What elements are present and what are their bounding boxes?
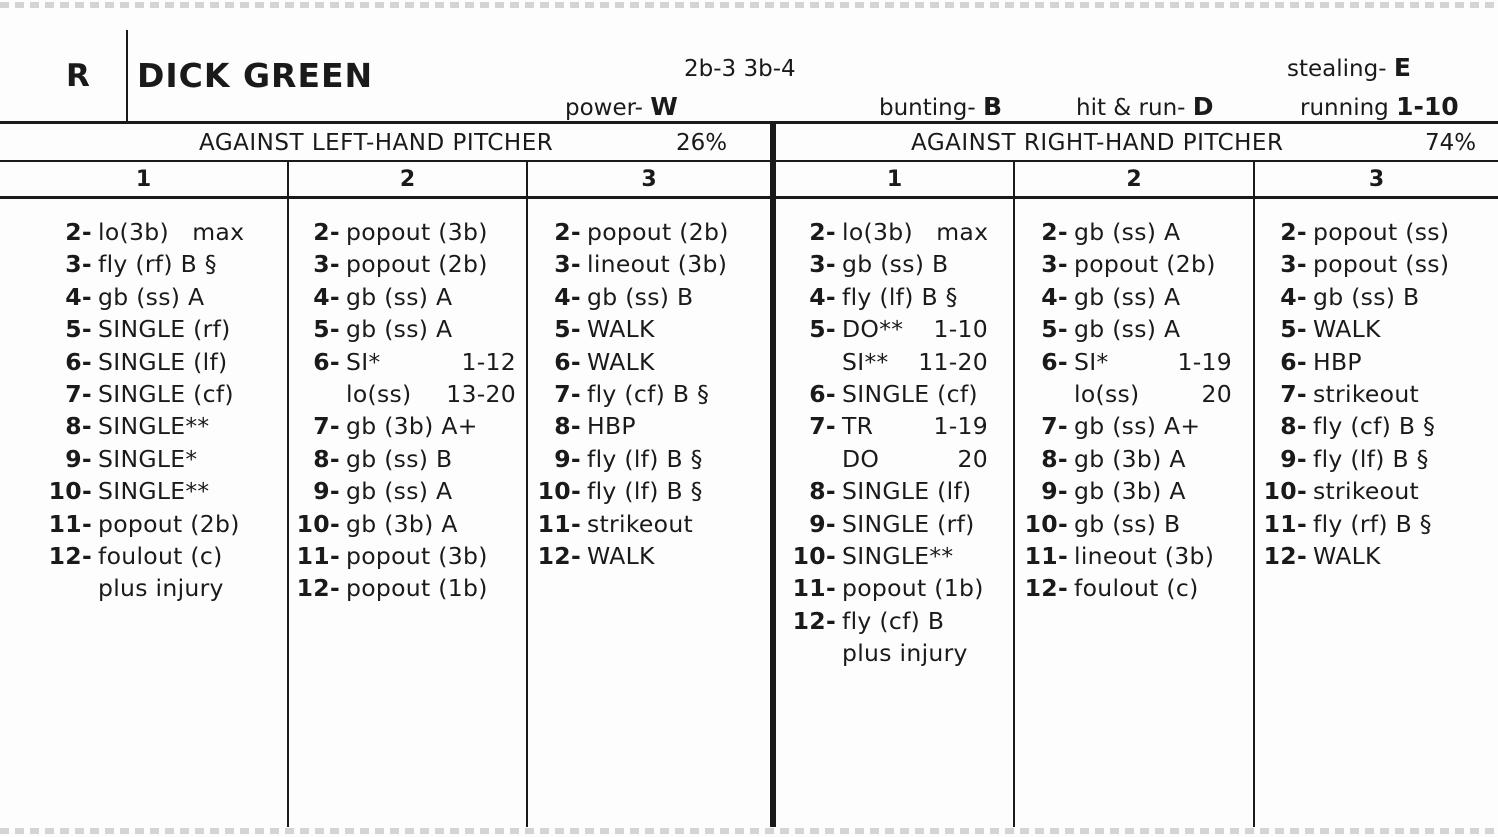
- result-text: fly (lf) B §: [1313, 444, 1429, 473]
- result-text: gb (ss) A: [98, 282, 205, 311]
- left-col-3-result-row: [537, 443, 763, 475]
- power-value: W: [650, 92, 678, 121]
- result-range: 1-12: [461, 347, 516, 376]
- left-col-1-result-row: [48, 378, 280, 410]
- perforation-bottom: [0, 828, 1498, 834]
- left-col-2-result-row: [296, 572, 522, 604]
- dice-roll-number: 10-: [792, 541, 836, 570]
- left-col-2-result-row: [296, 410, 522, 442]
- result-text: popout (1b): [346, 574, 488, 603]
- dice-roll-number: 5-: [809, 315, 836, 344]
- dice-roll-number: 7-: [809, 412, 836, 441]
- result-text: lo(3b) max: [842, 218, 989, 246]
- dice-roll-number: 12-: [48, 541, 92, 570]
- result-text: WALK: [587, 347, 655, 376]
- dice-roll-number: 6-: [65, 347, 92, 376]
- running-value: 1-10: [1396, 92, 1459, 121]
- dice-roll-number: 8-: [1280, 412, 1307, 441]
- left-section-title: AGAINST LEFT-HAND PITCHER: [199, 130, 554, 156]
- dice-roll-number: 6-: [809, 379, 836, 408]
- dice-roll-number: 12-: [537, 541, 581, 570]
- result-range: 13-20: [446, 379, 516, 408]
- left-col-3-result-row: [537, 508, 763, 540]
- result-text: SI*: [346, 347, 381, 376]
- bunting-value: B: [982, 92, 1003, 121]
- stealing-value: E: [1393, 53, 1411, 82]
- result-text: SINGLE (rf): [842, 509, 975, 538]
- fielding-positions: 2b-3 3b-4: [684, 56, 796, 82]
- rule-center-divider: [770, 122, 776, 827]
- right-col-1-result-row: [792, 378, 1004, 410]
- dice-roll-number: 10-: [296, 509, 340, 538]
- dice-roll-number: 9-: [1280, 444, 1307, 473]
- player-name: DICK GREEN: [137, 56, 374, 95]
- right-col-3-result-row: [1263, 281, 1489, 313]
- result-range: 1-19: [1177, 347, 1232, 376]
- result-text: gb (ss) A: [346, 315, 453, 344]
- result-text: WALK: [587, 315, 655, 344]
- dice-roll-number: 8-: [1041, 444, 1068, 473]
- right-col-3-results: [1263, 216, 1489, 572]
- result-text: SINGLE (rf): [98, 315, 231, 344]
- left-col-2-result-row: [296, 346, 522, 378]
- left-col-2-number: 2: [399, 167, 416, 192]
- result-text: fly (lf) B §: [842, 282, 958, 311]
- dice-roll-number: 9-: [554, 444, 581, 473]
- right-col-1-result-row: [792, 540, 1004, 572]
- result-text: gb (ss) A: [346, 282, 453, 311]
- right-section-pct: 74%: [1425, 130, 1477, 156]
- dice-roll-number: 12-: [1024, 574, 1068, 603]
- result-text: foulout (c): [98, 541, 223, 570]
- right-col-3-result-row: [1263, 443, 1489, 475]
- right-col-3-number: 3: [1368, 167, 1385, 192]
- right-col-2-result-row: [1024, 378, 1246, 410]
- dice-roll-number: 3-: [1041, 250, 1068, 279]
- result-text: WALK: [1313, 541, 1381, 570]
- dice-roll-number: 6-: [313, 347, 340, 376]
- dice-roll-number: 10-: [1024, 509, 1068, 538]
- left-col-2-result-row: [296, 313, 522, 345]
- left-col-2-results: [296, 216, 522, 605]
- dice-roll-number: 8-: [809, 477, 836, 506]
- right-col-1-results: [792, 216, 1004, 669]
- hit-run-value: D: [1192, 92, 1214, 121]
- result-text: popout (2b): [346, 250, 488, 279]
- result-text: WALK: [1313, 315, 1381, 344]
- left-col-3-result-row: [537, 216, 763, 248]
- left-col-3-result-row: [537, 346, 763, 378]
- dice-roll-number: 10-: [48, 477, 92, 506]
- right-col-2-result-row: [1024, 443, 1246, 475]
- dice-roll-number: 3-: [809, 250, 836, 279]
- dice-roll-number: 9-: [809, 509, 836, 538]
- left-col-3-number: 3: [641, 167, 657, 192]
- left-col-2-result-row: [296, 281, 522, 313]
- result-text: SINGLE (lf): [842, 477, 972, 506]
- result-text: popout (2b): [1074, 250, 1216, 279]
- dice-roll-number: 7-: [554, 379, 581, 408]
- right-col-2-number: 2: [1126, 167, 1142, 192]
- hit-run-rating: [1076, 92, 1214, 121]
- dice-roll-number: 3-: [554, 250, 581, 279]
- result-range: 11-20: [918, 347, 988, 376]
- result-text: gb (ss) B: [1313, 282, 1420, 311]
- power-label: power-: [565, 95, 643, 121]
- result-text: gb (ss) A+: [1074, 412, 1201, 441]
- right-col-2-result-row: [1024, 410, 1246, 442]
- right-col-1-result-row: [792, 637, 1004, 669]
- left-col-2-result-row: [296, 540, 522, 572]
- left-col-1-result-row: [48, 508, 280, 540]
- right-col-2-result-row: [1024, 572, 1246, 604]
- left-col-1-result-row: [48, 281, 280, 313]
- dice-roll-number: 10-: [1263, 477, 1307, 506]
- result-text: gb (ss) B: [346, 444, 453, 473]
- rule-colnum-bottom: [0, 196, 1498, 199]
- right-col-2-result-row: [1024, 281, 1246, 313]
- result-text: HBP: [587, 412, 636, 441]
- running-rating: [1300, 92, 1459, 121]
- right-col-3-result-row: [1263, 378, 1489, 410]
- result-text: popout (ss): [1313, 250, 1450, 279]
- result-range: 20: [957, 444, 988, 473]
- result-text: gb (3b) A: [1074, 444, 1186, 473]
- result-text: gb (ss) A: [346, 477, 453, 506]
- right-section-title: AGAINST RIGHT-HAND PITCHER: [911, 130, 1284, 156]
- right-col-1-result-row: [792, 248, 1004, 280]
- result-text: gb (ss) B: [1074, 509, 1181, 538]
- dice-roll-number: 3-: [1280, 250, 1307, 279]
- batting-hand: R: [66, 58, 91, 94]
- result-text: popout (1b): [842, 574, 984, 603]
- result-text: gb (ss) A: [1074, 218, 1181, 246]
- left-col-1-result-row: [48, 572, 280, 604]
- right-col-2-result-row: [1024, 540, 1246, 572]
- dice-roll-number: 6-: [1280, 347, 1307, 376]
- left-col-2-result-row: [296, 248, 522, 280]
- dice-roll-number: 9-: [65, 444, 92, 473]
- dice-roll-number: 6-: [1041, 347, 1068, 376]
- left-col-2-result-row: [296, 443, 522, 475]
- dice-roll-number: 12-: [296, 574, 340, 603]
- rule-right-col2: [1253, 161, 1255, 827]
- rule-section-bottom: [0, 160, 1498, 162]
- result-text: gb (ss) B: [587, 282, 694, 311]
- dice-roll-number: 4-: [554, 282, 581, 311]
- right-col-2-result-row: [1024, 313, 1246, 345]
- right-col-3-result-row: [1263, 475, 1489, 507]
- result-text: fly (cf) B: [842, 606, 945, 635]
- dice-roll-number: 3-: [65, 250, 92, 279]
- left-col-1-result-row: [48, 540, 280, 572]
- left-col-1-result-row: [48, 248, 280, 280]
- result-text: lineout (3b): [1074, 541, 1215, 570]
- left-col-2-result-row: [296, 378, 522, 410]
- right-col-2-result-row: [1024, 508, 1246, 540]
- result-text: DO**: [842, 315, 904, 344]
- result-text: SINGLE**: [842, 541, 954, 570]
- right-col-1-result-row: [792, 605, 1004, 637]
- right-col-1-number: 1: [886, 167, 903, 192]
- left-col-3-result-row: [537, 475, 763, 507]
- dice-roll-number: 4-: [809, 282, 836, 311]
- left-col-1-number: 1: [135, 167, 152, 192]
- rule-left-col2: [526, 161, 528, 827]
- result-text: gb (3b) A+: [346, 412, 478, 441]
- dice-roll-number: 8-: [65, 412, 92, 441]
- result-range: 1-19: [933, 412, 988, 441]
- result-text: SI**: [842, 347, 889, 376]
- right-col-1-result-row: [792, 216, 1004, 248]
- result-text: lineout (3b): [587, 250, 728, 279]
- stealing-rating: [1287, 53, 1411, 82]
- right-col-2-result-row: [1024, 346, 1246, 378]
- right-col-3-result-row: [1263, 410, 1489, 442]
- left-col-2-result-row: [296, 216, 522, 248]
- result-text: HBP: [1313, 347, 1362, 376]
- result-range: 1-10: [933, 315, 988, 344]
- result-text: popout (2b): [587, 218, 729, 246]
- result-text: lo(ss): [346, 379, 412, 408]
- right-col-2-result-row: [1024, 248, 1246, 280]
- result-text: fly (cf) B §: [1313, 412, 1436, 441]
- left-col-3-results: [537, 216, 763, 572]
- result-text: lo(ss): [1074, 379, 1140, 408]
- dice-roll-number: 5-: [1041, 315, 1068, 344]
- dice-roll-number: 7-: [65, 379, 92, 408]
- left-col-3-result-row: [537, 313, 763, 345]
- result-text: strikeout: [587, 509, 694, 538]
- dice-roll-number: 5-: [1280, 315, 1307, 344]
- left-col-2-result-row: [296, 475, 522, 507]
- right-col-1-result-row: [792, 508, 1004, 540]
- header-divider: [126, 30, 128, 124]
- dice-roll-number: 4-: [1041, 282, 1068, 311]
- right-col-1-result-row: [792, 281, 1004, 313]
- left-col-1-result-row: [48, 313, 280, 345]
- left-col-1-result-row: [48, 410, 280, 442]
- running-label: running: [1300, 95, 1389, 121]
- left-col-2-result-row: [296, 508, 522, 540]
- dice-roll-number: 12-: [1263, 541, 1307, 570]
- left-col-3-result-row: [537, 248, 763, 280]
- right-col-1-result-row: [792, 313, 1004, 345]
- result-text: popout (2b): [98, 509, 240, 538]
- right-col-2-results: [1024, 216, 1246, 605]
- result-text: fly (rf) B §: [98, 250, 217, 279]
- right-col-3-result-row: [1263, 313, 1489, 345]
- result-text: strikeout: [1313, 477, 1420, 506]
- result-text: popout (3b): [346, 218, 488, 246]
- result-text: fly (lf) B §: [587, 444, 703, 473]
- left-col-3-result-row: [537, 281, 763, 313]
- right-col-3-result-row: [1263, 248, 1489, 280]
- hit-run-label: hit & run-: [1076, 95, 1186, 121]
- result-text: SINGLE*: [98, 444, 198, 473]
- left-col-1-results: [48, 216, 280, 605]
- result-text: gb (ss) A: [1074, 282, 1181, 311]
- left-col-3-result-row: [537, 378, 763, 410]
- result-text: TR: [842, 412, 874, 441]
- result-text: WALK: [587, 541, 655, 570]
- dice-roll-number: 4-: [1280, 282, 1307, 311]
- right-col-1-result-row: [792, 410, 1004, 442]
- dice-roll-number: 11-: [1263, 509, 1307, 538]
- left-col-1-result-row: [48, 216, 280, 248]
- right-col-2-result-row: [1024, 475, 1246, 507]
- right-col-1-result-row: [792, 475, 1004, 507]
- dice-roll-number: 5-: [313, 315, 340, 344]
- perforation-top: [0, 2, 1498, 8]
- dice-roll-number: 2-: [1280, 218, 1307, 246]
- rule-left-col1: [287, 161, 289, 827]
- right-col-3-result-row: [1263, 216, 1489, 248]
- right-col-3-result-row: [1263, 508, 1489, 540]
- result-range: 20: [1201, 379, 1232, 408]
- dice-roll-number: 10-: [537, 477, 581, 506]
- dice-roll-number: 11-: [537, 509, 581, 538]
- right-col-3-result-row: [1263, 540, 1489, 572]
- result-text: strikeout: [1313, 379, 1420, 408]
- dice-roll-number: 2-: [554, 218, 581, 246]
- dice-roll-number: 9-: [313, 477, 340, 506]
- bunting-label: bunting-: [879, 95, 976, 121]
- right-col-2-result-row: [1024, 216, 1246, 248]
- result-text: gb (ss) A: [1074, 315, 1181, 344]
- dice-roll-number: 11-: [792, 574, 836, 603]
- result-text: popout (ss): [1313, 218, 1450, 246]
- dice-roll-number: 7-: [1280, 379, 1307, 408]
- dice-roll-number: 7-: [1041, 412, 1068, 441]
- result-text: DO: [842, 444, 880, 473]
- rule-header-bottom: [0, 121, 1498, 124]
- result-text: gb (ss) B: [842, 250, 949, 279]
- dice-roll-number: 5-: [554, 315, 581, 344]
- dice-roll-number: 11-: [1024, 541, 1068, 570]
- result-text: gb (3b) A: [1074, 477, 1186, 506]
- stealing-label: stealing-: [1287, 56, 1387, 82]
- dice-roll-number: 6-: [554, 347, 581, 376]
- dice-roll-number: 2-: [313, 218, 340, 246]
- left-col-1-result-row: [48, 346, 280, 378]
- dice-roll-number: 8-: [313, 444, 340, 473]
- dice-roll-number: 8-: [554, 412, 581, 441]
- result-text: fly (cf) B §: [587, 379, 710, 408]
- right-col-1-result-row: [792, 346, 1004, 378]
- dice-roll-number: 4-: [65, 282, 92, 311]
- dice-roll-number: 11-: [48, 509, 92, 538]
- dice-roll-number: 9-: [1041, 477, 1068, 506]
- result-text: SINGLE**: [98, 477, 210, 506]
- right-col-1-result-row: [792, 572, 1004, 604]
- result-text: SINGLE (cf): [98, 379, 234, 408]
- right-col-3-result-row: [1263, 346, 1489, 378]
- right-col-1-result-row: [792, 443, 1004, 475]
- result-text: plus injury: [842, 639, 968, 668]
- dice-roll-number: 4-: [313, 282, 340, 311]
- result-text: fly (lf) B §: [587, 477, 703, 506]
- result-text: popout (3b): [346, 541, 488, 570]
- dice-roll-number: 3-: [313, 250, 340, 279]
- dice-roll-number: 5-: [65, 315, 92, 344]
- result-text: foulout (c): [1074, 574, 1199, 603]
- dice-roll-number: 11-: [296, 541, 340, 570]
- left-col-1-result-row: [48, 475, 280, 507]
- result-text: gb (3b) A: [346, 509, 458, 538]
- result-text: SINGLE (cf): [842, 379, 978, 408]
- dice-roll-number: 2-: [809, 218, 836, 246]
- dice-roll-number: 2-: [65, 218, 92, 246]
- result-text: fly (rf) B §: [1313, 509, 1432, 538]
- bunting-rating: [879, 92, 1002, 121]
- result-text: SINGLE**: [98, 412, 210, 441]
- left-col-1-result-row: [48, 443, 280, 475]
- result-text: lo(3b) max: [98, 218, 245, 246]
- left-section-pct: 26%: [676, 130, 728, 156]
- dice-roll-number: 2-: [1041, 218, 1068, 246]
- result-text: plus injury: [98, 574, 224, 603]
- result-text: SINGLE (lf): [98, 347, 228, 376]
- left-col-3-result-row: [537, 540, 763, 572]
- power-rating: [565, 92, 678, 121]
- dice-roll-number: 12-: [792, 606, 836, 635]
- result-text: SI*: [1074, 347, 1109, 376]
- dice-roll-number: 7-: [313, 412, 340, 441]
- rule-right-col1: [1013, 161, 1015, 827]
- left-col-3-result-row: [537, 410, 763, 442]
